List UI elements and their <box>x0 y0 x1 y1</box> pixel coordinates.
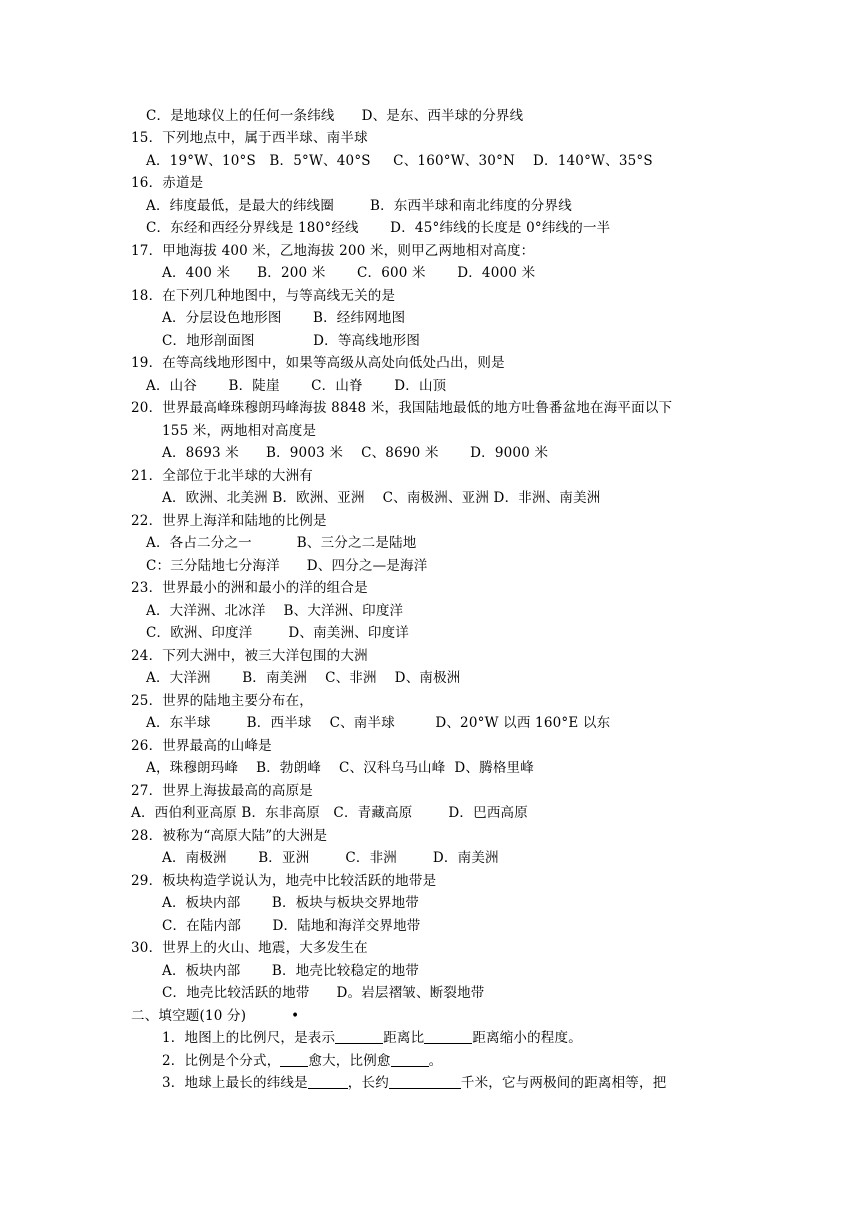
q14-option-cd: C．是地球仪上的任何一条纬线 D、是东、西半球的分界线 <box>146 108 524 124</box>
q28-options: A．南极洲 B．亚洲 C．非洲 D．南美洲 <box>162 850 499 866</box>
q18-option-ab: A．分层设色地形图 B．经纬网地图 <box>162 310 406 326</box>
fill-q2-text-a: 2．比例是个分式， <box>162 1053 281 1069</box>
q20-stem: 20．世界最高峰珠穆朗玛峰海拔 8848 米，我国陆地最低的地方吐鲁番盆地在海平面以下 <box>131 400 673 416</box>
fill-q1-blank-1 <box>335 1029 383 1044</box>
fill-q3 <box>162 1074 666 1092</box>
q19-stem: 19．在等高线地形图中，如果等高级从高处向低处凸出，则是 <box>131 355 505 371</box>
q23-option-cd: C．欧洲、印度洋 D、南美洲、印度详 <box>146 625 409 641</box>
section-fill-in-heading: 二、填空题(10 分) • <box>131 1008 300 1024</box>
q15-options: A．19°W、10°S B．5°W、40°S C、160°W、30°N D．140°W、35°S <box>146 153 653 169</box>
q15-stem: 15．下列地点中，属于西半球、南半球 <box>131 130 368 146</box>
q24-stem: 24．下列大洲中，被三大洋包围的大洲 <box>131 648 368 664</box>
q18-stem: 18．在下列几种地图中，与等高线无关的是 <box>131 288 396 304</box>
q26-stem: 26．世界最高的山峰是 <box>131 738 272 754</box>
fill-q3-text-a: 3．地球上最长的纬线是 <box>162 1075 308 1091</box>
fill-q2-text-b: 愈大，比例愈 <box>308 1053 391 1069</box>
fill-q1-text-b: 距离比 <box>383 1030 425 1046</box>
q30-stem: 30．世界上的火山、地震，大多发生在 <box>131 940 368 956</box>
q27-stem: 27．世界上海拔最高的高原是 <box>131 783 313 799</box>
q19-options: A．山谷 B．陡崖 C．山脊 D．山顶 <box>146 378 447 394</box>
q22-option-cd: C：三分陆地七分海洋 D、四分之—是海洋 <box>146 558 428 574</box>
fill-q3-text-b: ，长约 <box>347 1075 389 1091</box>
q23-stem: 23．世界最小的洲和最小的洋的组合是 <box>131 580 368 596</box>
fill-q3-blank-1 <box>308 1074 348 1089</box>
q21-options: A．欧洲、北美洲 B．欧洲、亚洲 C、南极洲、亚洲 D．非洲、南美洲 <box>162 490 601 506</box>
q29-stem: 29．板块构造学说认为，地壳中比较活跃的地带是 <box>131 873 437 889</box>
q20-options: A．8693 米 B．9003 米 C、8690 米 D．9000 米 <box>162 445 549 461</box>
q17-stem: 17．甲地海拔 400 米，乙地海拔 200 米，则甲乙两地相对高度： <box>131 243 535 259</box>
q20-stem-cont: 155 米，两地相对高度是 <box>162 423 317 439</box>
fill-q3-text-c: 千米，它与两极间的距离相等，把 <box>460 1075 667 1091</box>
q22-option-ab: A．各占二分之一 B、三分之二是陆地 <box>146 535 417 551</box>
q29-option-ab: A．板块内部 B．板块与板块交界地带 <box>162 895 420 911</box>
fill-q2-text-c: 。 <box>428 1053 443 1069</box>
q18-option-cd: C．地形剖面图 D．等高线地形图 <box>162 333 421 349</box>
q22-stem: 22．世界上海洋和陆地的比例是 <box>131 513 327 529</box>
fill-q2-blank-1 <box>280 1052 308 1067</box>
q25-options: A．东半球 B．西半球 C、南半球 D、20°W 以西 160°E 以东 <box>146 715 611 731</box>
q29-option-cd: C．在陆内部 D．陆地和海洋交界地带 <box>162 918 421 934</box>
q17-options: A．400 米 B．200 米 C．600 米 D．4000 米 <box>162 265 536 281</box>
fill-q1-text-c: 距离缩小的程度。 <box>472 1030 582 1046</box>
q30-option-cd: C．地壳比较活跃的地带 D。岩层褶皱、断裂地带 <box>162 985 485 1001</box>
q26-options: A，珠穆朗玛峰 B．勃朗峰 C、汉科乌马山峰 D、腾格里峰 <box>146 760 534 776</box>
q27-options: A．西伯利亚高原 B．东非高原 C．青藏高原 D．巴西高原 <box>131 805 528 821</box>
fill-q2-blank-2 <box>391 1052 429 1067</box>
fill-q3-blank-2 <box>389 1074 461 1089</box>
q16-option-ab: A．纬度最低，是最大的纬线圈 B．东西半球和南北纬度的分界线 <box>146 198 572 214</box>
fill-q1 <box>162 1029 582 1047</box>
q24-options: A．大洋洲 B．南美洲 C、非洲 D、南极洲 <box>146 670 461 686</box>
fill-q1-blank-2 <box>424 1029 472 1044</box>
q23-option-ab: A．大洋洲、北冰洋 B、大洋洲、印度洋 <box>146 603 404 619</box>
q25-stem: 25．世界的陆地主要分布在， <box>131 693 313 709</box>
q30-option-ab: A．板块内部 B．地壳比较稳定的地带 <box>162 963 420 979</box>
q16-option-cd: C．东经和西经分界线是 180°经线 D．45°纬线的长度是 0°纬线的一半 <box>146 220 611 236</box>
fill-q1-text-a: 1．地图上的比例尺，是表示 <box>162 1030 336 1046</box>
q21-stem: 21．全部位于北半球的大洲有 <box>131 468 313 484</box>
q16-stem: 16．赤道是 <box>131 175 204 191</box>
q28-stem: 28．被称为“高原大陆”的大洲是 <box>131 828 328 844</box>
fill-q2 <box>162 1052 442 1070</box>
